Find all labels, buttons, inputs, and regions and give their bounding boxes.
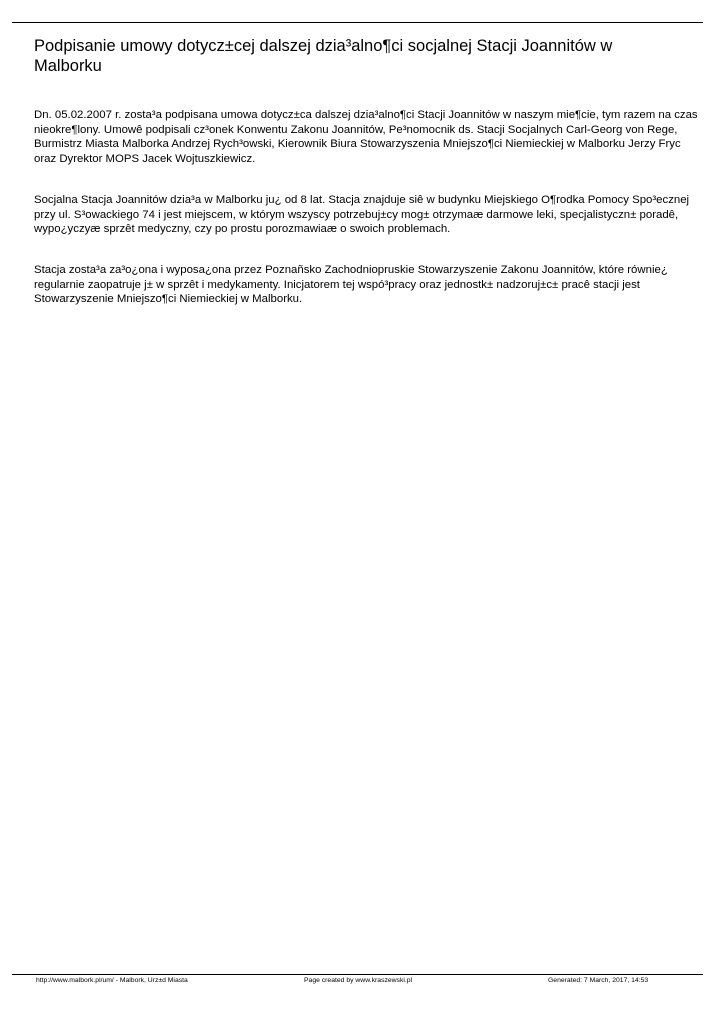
header-divider [12, 22, 703, 23]
article-paragraph-3: Stacja zosta³a za³o¿ona i wyposa¿ona przez Poznañsko Zachodniopruskie Stowarzyszenie Zakonu Joannitów, które równie¿ regularnie zaopatruje j± w sprzêt i medykamenty. Inicjatorem tej wspó³pracy oraz jednostk± nadzoruj±c± pracê stacji jest Stowarzyszenie Mniejszo¶ci Niemieckiej w Malborku. [34, 264, 668, 306]
article-paragraph-2: Socjalna Stacja Joannitów dzia³a w Malborku ju¿ od 8 lat. Stacja znajduje siê w budynku Miejskiego O¶rodka Pomocy Spo³ecznej przy ul. S³owackiego 74 i jest miejscem, w którym wszyscy potrzebuj±cy mog± otrzymaæ darmowe leki, specjalistyczn± poradê, wypo¿yczyæ sprzêt medyczny, czy po prostu porozmawiaæ o swoich problemach. [34, 194, 690, 236]
footer-source: http://www.malbork.pl/um/ - Malbork, Urz±d Miasta [36, 977, 188, 984]
footer-generated: Generated: 7 March, 2017, 14:53 [548, 977, 649, 984]
footer-credit: Page created by www.kraszewski.pl [304, 977, 413, 984]
article-title: Podpisanie umowy dotycz±cej dalszej dzia³alno¶ci socjalnej Stacji Joannitów w Malborku [34, 37, 613, 75]
footer-divider [12, 974, 703, 975]
article-paragraph-1: Dn. 05.02.2007 r. zosta³a podpisana umowa dotycz±ca dalszej dzia³alno¶ci Stacji Joannitów w naszym mie¶cie, tym razem na czas nieokre¶lony. Umowê podpisali cz³onek Konwentu Zakonu Joannitów, Pe³nomocnik ds. Stacji Socjalnych Carl-Georg von Rege, Burmistrz Miasta Malborka Andrzej Rych³owski, Kierownik Biura Stowarzyszenia Mniejszo¶ci Niemieckiej w Malborku Jerzy Fryc oraz Dyrektor MOPS Jacek Wojtuszkiewicz. [34, 109, 698, 165]
